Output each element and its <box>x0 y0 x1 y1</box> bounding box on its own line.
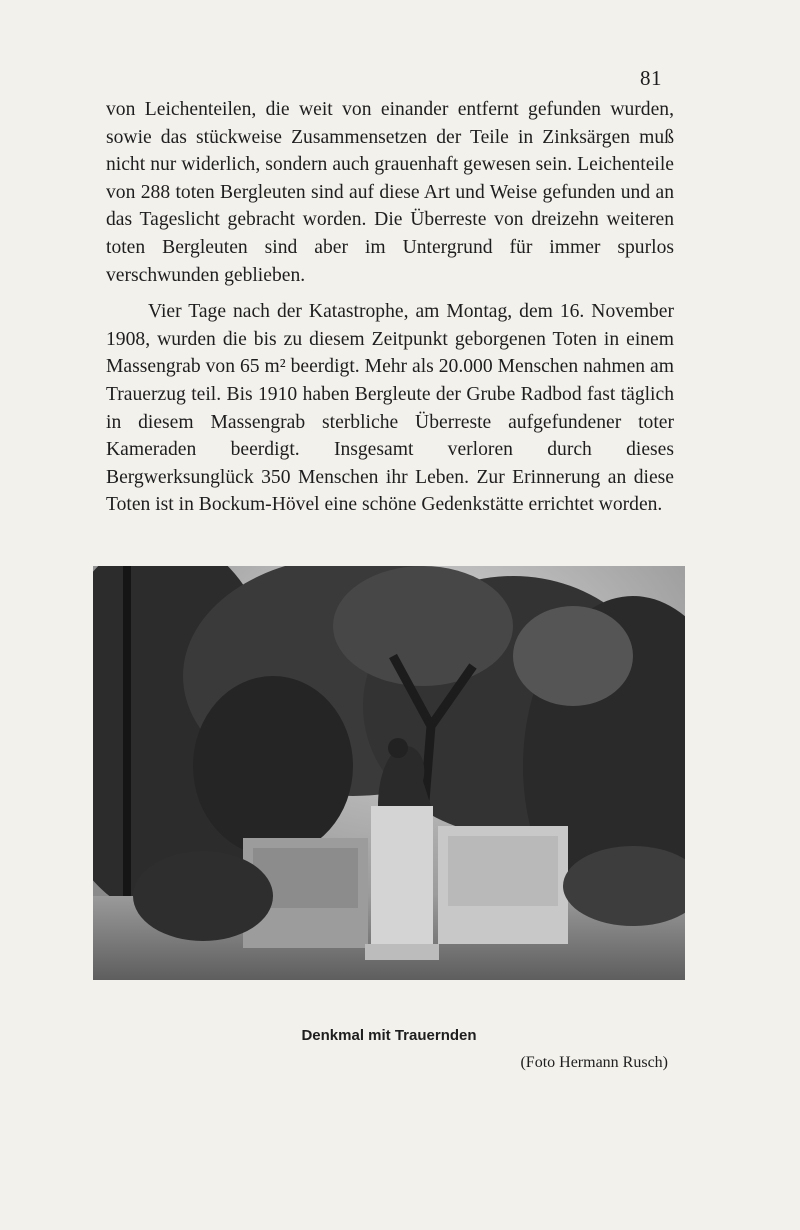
photo-credit: (Foto Hermann Rusch) <box>520 1054 668 1071</box>
memorial-photo <box>93 566 685 980</box>
memorial-photo-illustration <box>93 566 685 980</box>
photo-caption: Denkmal mit Trauernden <box>301 1027 477 1044</box>
paragraph: Vier Tage nach der Katastrophe, am Montag, dem 16. November 1908, wurden die bis zu diesem Zeitpunkt geborgenen Toten in einem Massengrab von 65 m² beerdigt. Mehr als 20.000 Menschen nahmen am Trauerzug teil. Bis 1910 haben Bergleute der Grube Radbod fast täglich in diesem Massengrab sterbliche Überreste aufgefundener toter Kameraden beerdigt. Insgesamt verloren durch dieses Bergwerksunglück 350 Menschen ihr Leben. Zur Erinnerung an diese Toten ist in Bockum-Hövel eine schöne Gedenkstätte errichtet worden. <box>106 301 674 516</box>
paragraph: von Leichenteilen, die weit von einander entfernt gefunden wurden, sowie das stückweise Zusammensetzen der Teile in Zinksärgen muß nicht nur widerlich, sondern auch grauenhaft gewesen sein. Leichenteile von 288 toten Bergleuten sind auf diese Art und Weise gefunden und an das Tageslicht gebracht worden. Die Überreste von dreizehn weiteren toten Bergleuten sind aber im Untergrund für immer spurlos verschwunden geblieben. <box>106 99 674 286</box>
page-number: 81 <box>640 66 662 90</box>
body-text <box>106 96 674 519</box>
